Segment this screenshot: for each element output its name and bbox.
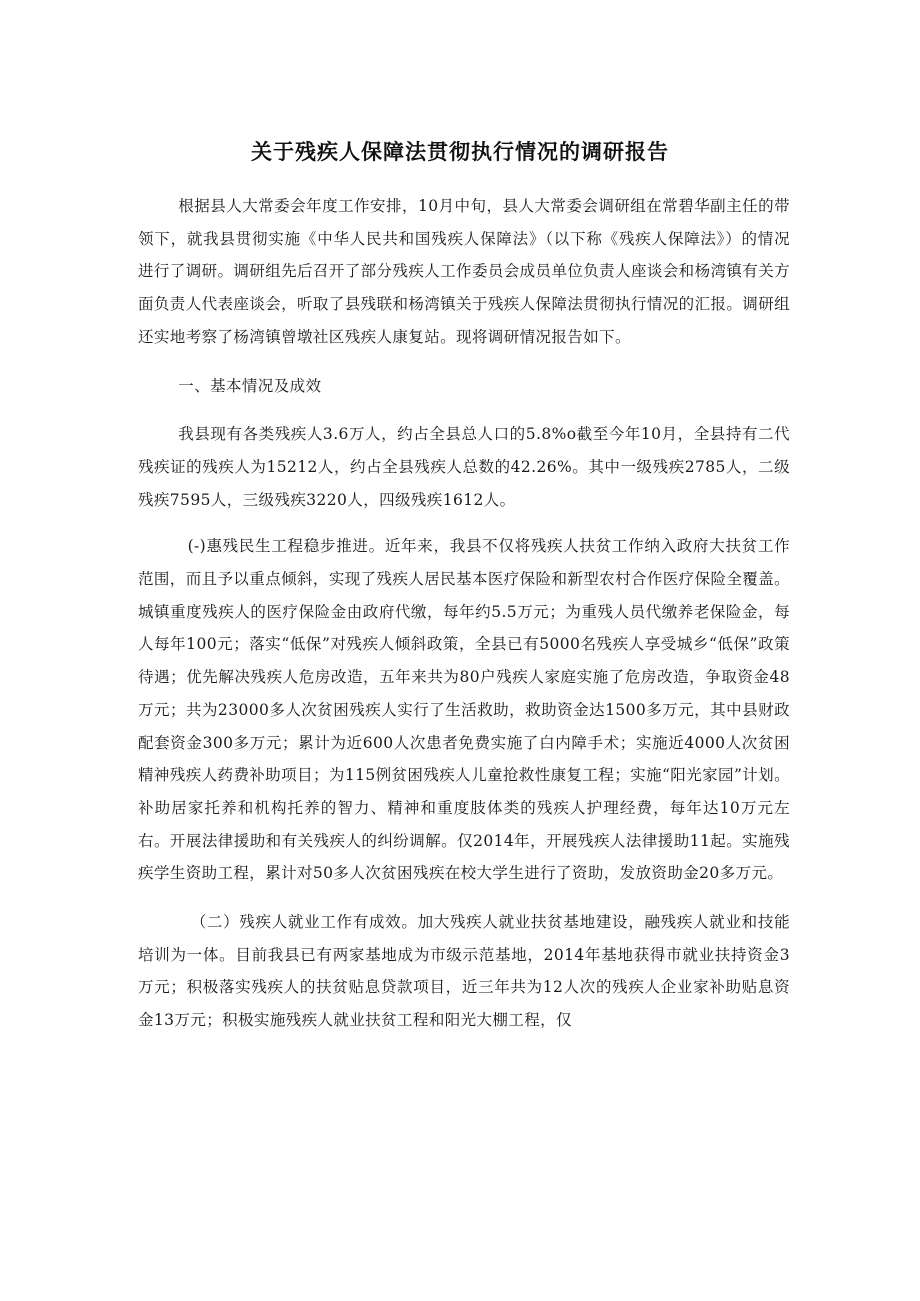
paragraph-statistics: 我县现有各类残疾人3.6万人，约占全县总人口的5.8%o截至今年10月，全县持有二代残疾证的残疾人为15212人，约占全县残疾人总数的42.26%。其中一级残疾2785人，二级残疾7595人，三级残疾3220人，四级残疾1612人。 xyxy=(138,425,790,509)
paragraph-intro: 根据县人大常委会年度工作安排，10月中旬，县人大常委会调研组在常碧华副主任的带领下，就我县贯彻实施《中华人民共和国残疾人保障法》（以下称《残疾人保障法》）的情况进行了调研。调研组先后召开了部分残疾人工作委员会成员单位负责人座谈会和杨湾镇有关方面负责人代表座谈会，听取了县残联和杨湾镇关于残疾人保障法贯彻执行情况的汇报。调研组还实地考察了杨湾镇曾墩社区残疾人康复站。现将调研情况报告如下。 xyxy=(138,197,790,346)
document-body xyxy=(138,190,790,1037)
paragraph-livelihood-projects: (-)惠残民生工程稳步推进。近年来，我县不仅将残疾人扶贫工作纳入政府大扶贫工作范围，而且予以重点倾斜，实现了残疾人居民基本医疗保险和新型农村合作医疗保险全覆盖。城镇重度残疾人的医疗保险金由政府代缴，每年约5.5万元；为重残人员代缴养老保险金，每人每年100元；落实“低保”对残疾人倾斜政策，全县已有5000名残疾人享受城乡“低保”政策待遇；优先解决残疾人危房改造，五年来共为80户残疾人家庭实施了危房改造，争取资金48万元；共为23000多人次贫困残疾人实行了生活救助，救助资金达1500多万元，其中县财政配套资金300多万元；累计为近600人次患者免费实施了白内障手术；实施近4000人次贫困精神残疾人药费补助项目；为115例贫困残疾人儿童抢救性康复工程；实施“阳光家园”计划。补助居家托养和机构托养的智力、精神和重度肢体类的残疾人护理经费，每年达10万元左右。开展法律援助和有关残疾人的纠纷调解。仅2014年，开展残疾人法律援助11起。实施残疾学生资助工程，累计对50多人次贫困残疾在校大学生进行了资助，发放资助金20多万元。 xyxy=(138,537,790,883)
document-title: 关于残疾人保障法贯彻执行情况的调研报告 xyxy=(251,140,669,164)
section-heading-basic-situation: 一、基本情况及成效 xyxy=(178,376,322,395)
paragraph-employment: （二）残疾人就业工作有成效。加大残疾人就业扶贫基地建设，融残疾人就业和技能培训为一体。目前我县已有两家基地成为市级示范基地，2014年基地获得市就业扶持资金3万元；积极落实残疾人的扶贫贴息贷款项目，近三年共为12人次的残疾人企业家补助贴息资金13万元；积极实施残疾人就业扶贫工程和阳光大棚工程，仅 xyxy=(138,913,790,1030)
